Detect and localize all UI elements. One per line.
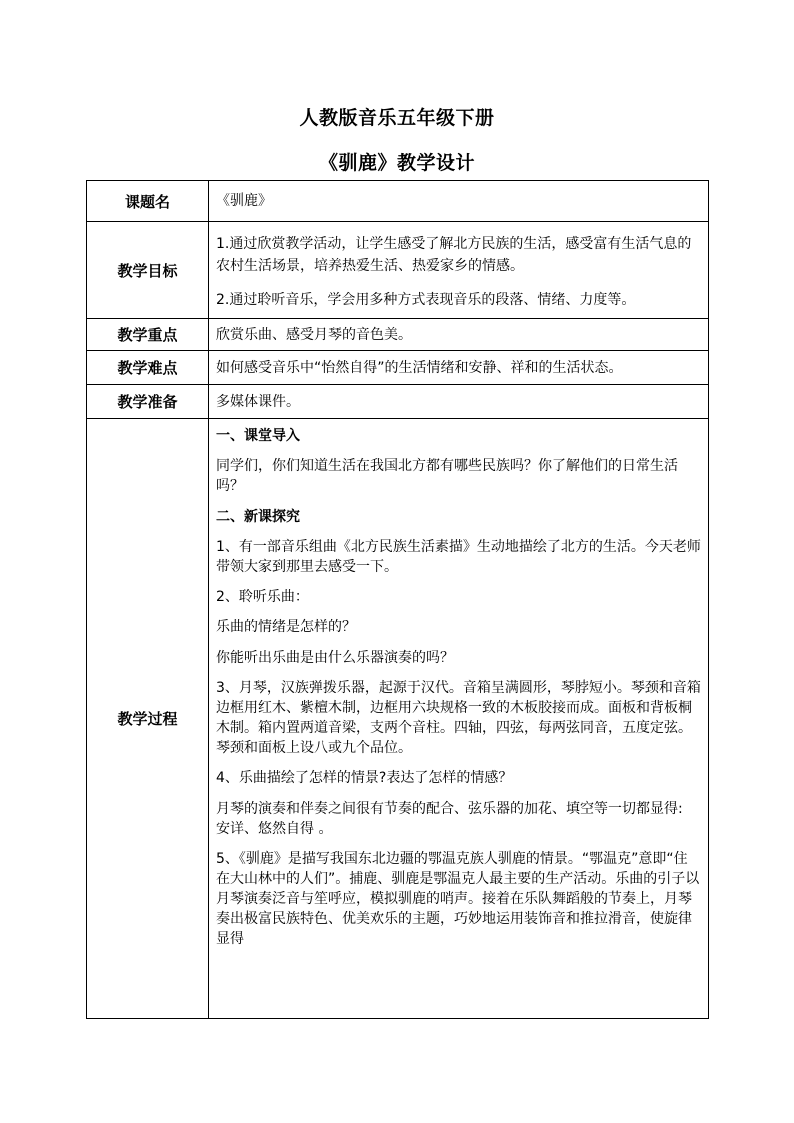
value-topic: 《驯鹿》 [209,181,709,222]
row-prep [87,385,709,419]
row-goals [87,222,709,319]
section-heading: 二、新课探究 [216,508,300,525]
section-heading: 一、课堂导入 [216,428,300,444]
process-paragraph: 5、《驯鹿》是描写我国东北边疆的鄂温克族人驯鹿的情景。“鄂温克”意即“住在大山林中的人们”。捕鹿、驯鹿是鄂温克人最主要的生产活动。乐曲的引子以月琴演奏泛音与笙呼应，模拟驯鹿的哨声。接着在乐队舞蹈般的节奏上，月琴奏出极富民族特色、优美欢乐的主题，巧妙地运用装饰音和推拉滑音，使旋律显得 [216,850,700,947]
goal-paragraph: 1.通过欣赏教学活动，让学生感受了解北方民族的生活，感受富有生活气息的农村生活场景，培养热爱生活、热爱家乡的情感。 [216,236,692,274]
process-paragraph: 3、月琴，汉族弹拨乐器，起源于汉代。音箱呈满圆形，琴脖短小。琴颈和音箱边框用红木、紫檀木制，边框用六块规格一致的木板胶接而成。面板和背板桐木制。箱内置两道音梁，支两个音柱。四轴，四弦，每两弦同音，五度定弦。琴颈和面板上设八或九个品位。 [216,680,701,757]
process-paragraph: 1、有一部音乐组曲《北方民族生活素描》生动地描绘了北方的生活。今天老师带领大家到那里去感受一下。 [216,538,701,575]
label-prep: 教学准备 [87,385,209,419]
process-paragraph: 4、乐曲描绘了怎样的情景?表达了怎样的情感？ [216,770,513,787]
document-title: 人教版音乐五年级下册 [299,107,495,129]
process-paragraph: 同学们，你们知道生活在我国北方都有哪些民族吗？你了解他们的日常生活吗？ [216,458,678,495]
row-difficulty [87,351,709,385]
value-prep: 多媒体课件。 [209,385,709,419]
document-subtitle: 《驯鹿》教学设计 [318,152,475,174]
value-process [209,419,709,1019]
process-paragraph: 月琴的演奏和伴奏之间很有节奏的配合、弦乐器的加花、填空等一切都显得: 安详、悠然自得 。 [216,800,683,837]
process-paragraph: 你能听出乐曲是由什么乐器演奏的吗？ [216,649,454,666]
lesson-plan-table [86,180,709,1019]
row-process [87,419,709,1019]
value-goals [209,222,709,319]
value-difficulty: 如何感受音乐中“怡然自得”的生活情绪和安静、祥和的生活状态。 [209,351,709,385]
label-goals: 教学目标 [87,222,209,319]
label-focus: 教学重点 [87,319,209,351]
row-topic [87,181,709,222]
label-difficulty: 教学难点 [87,351,209,385]
goal-paragraph: 2.通过聆听音乐，学会用多种方式表现音乐的段落、情绪、力度等。 [216,292,636,308]
label-process: 教学过程 [87,419,209,1019]
value-focus: 欣赏乐曲、感受月琴的音色美。 [209,319,709,351]
label-topic: 课题名 [87,181,209,222]
process-paragraph: 2、聆听乐曲： [216,589,309,606]
process-paragraph: 乐曲的情绪是怎样的？ [216,619,356,636]
row-focus [87,319,709,351]
